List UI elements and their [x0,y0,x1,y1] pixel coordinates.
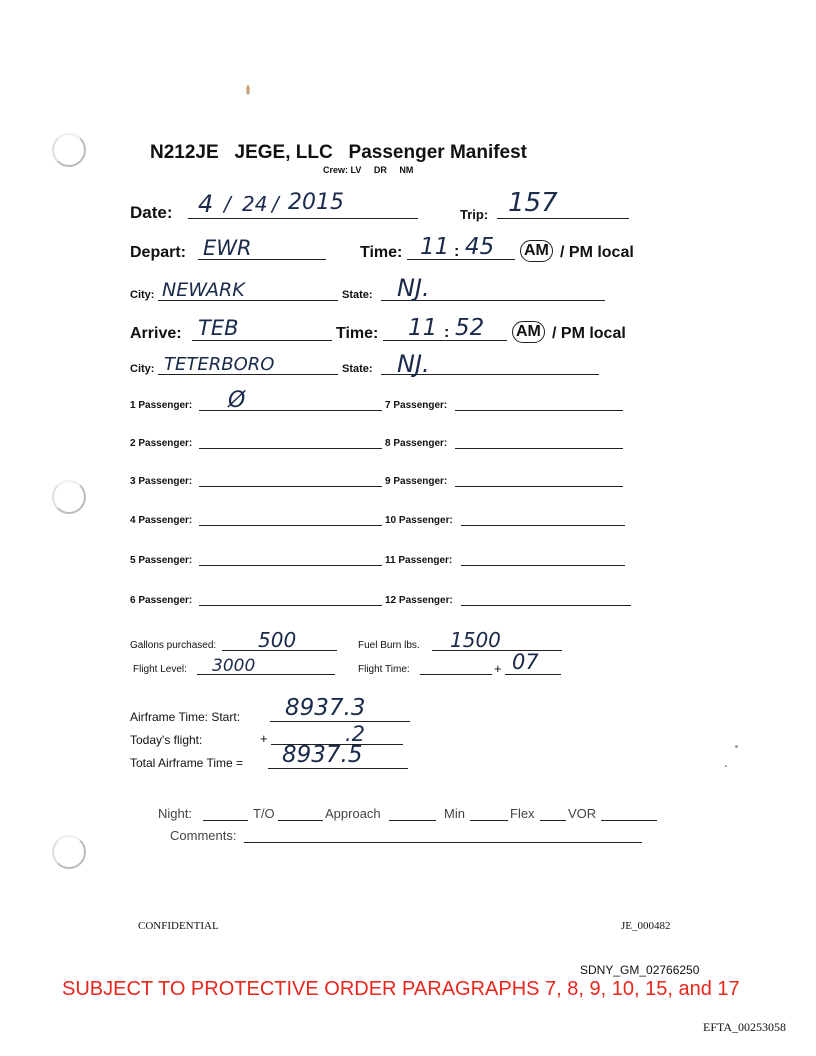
trip-line [497,218,629,219]
flight-time-line [420,674,492,675]
crew-member: DR [373,165,387,175]
approach-line [389,820,436,821]
passenger-line [199,448,382,449]
punch-hole-top [52,133,86,167]
todays-flight-plus: + [260,731,268,746]
comments-label: Comments: [170,828,237,843]
passenger-label: 3 Passenger: [130,476,193,487]
vor-line [601,820,657,821]
tail-number: N212JE [150,142,219,163]
airframe-start-line [270,721,410,722]
min-label: Min [444,806,465,821]
to-line [278,820,323,821]
depart-city: NEWARK [162,279,245,301]
passenger-line [461,525,625,526]
flight-level-label: Flight Level: [133,664,187,675]
passenger-line [455,486,623,487]
trip-label: Trip: [460,207,489,222]
manifest-header [150,142,527,164]
passenger-label: 5 Passenger: [130,555,193,566]
efta-number: EFTA_00253058 [703,1020,787,1034]
passenger-label: 6 Passenger: [130,595,193,606]
passenger-label: 2 Passenger: [130,438,193,449]
total-airframe-line [268,768,408,769]
arrive-city-label: City: [130,363,155,375]
gallons-value: 500 [258,628,297,652]
passenger-line [199,565,382,566]
passenger-line [199,410,382,411]
flex-line [540,820,566,821]
arrive-city: TETERBORO [164,354,275,375]
depart-minute: 45 [465,234,495,260]
vor-label: VOR [568,806,597,821]
depart-time-label: Time: [360,244,403,261]
passenger-label: 8 Passenger: [385,438,448,449]
arrive-pm-local: / PM local [552,325,626,342]
protective-order-notice: SUBJECT TO PROTECTIVE ORDER PARAGRAPHS 7, 8, 9, 10, 15, and 17 [62,978,740,1000]
passenger-label: 12 Passenger: [385,595,453,606]
punch-hole-middle [52,480,86,514]
night-label: Night: [158,806,192,821]
depart-state-label: State: [342,289,373,301]
flight-time-line [505,674,561,675]
passenger-line [461,605,631,606]
approach-label: Approach [325,806,381,821]
passenger-label: 1 Passenger: [130,400,193,411]
depart-state: NJ. [397,274,430,302]
flight-time-plus: + [494,661,502,676]
time-colon: : [454,243,460,260]
total-airframe-value: 8937.5 [282,742,363,768]
sdny-number: SDNY_GM_02766250 [580,963,700,977]
depart-am: AM [520,240,553,262]
passenger-line [455,410,623,411]
passenger-line [199,486,382,487]
date-year: 2015 [288,190,344,215]
depart-city-label: City: [130,289,155,301]
passenger-line [199,605,382,606]
speck [725,765,727,767]
crew-line [323,165,413,175]
speck [735,745,738,748]
passenger-label: 11 Passenger: [385,555,453,566]
airframe-start-value: 8937.3 [285,695,366,721]
passenger-label: 7 Passenger: [385,400,448,411]
depart-pm-local: / PM local [560,244,634,261]
todays-flight-value: .2 [345,722,366,746]
passenger-line [461,565,625,566]
punch-hole-bottom [52,835,86,869]
min-line [470,820,508,821]
arrive-label: Arrive: [130,325,182,342]
arrive-state: NJ. [397,350,430,378]
arrive-hour: 11 [408,315,438,341]
trip-value: 157 [508,188,558,218]
crew-member: NM [399,165,414,175]
todays-flight-label: Today's flight: [130,733,203,747]
time-colon: : [444,324,450,341]
night-line [203,820,248,821]
flight-time-value: 07 [512,650,539,674]
crew-label: Crew: [323,165,349,175]
total-airframe-label: Total Airframe Time = [130,756,244,770]
date-day: 24 [242,192,268,216]
comments-line [244,842,642,843]
confidential-label: CONFIDENTIAL [138,920,219,932]
date-line [188,218,418,219]
bates-number: JE_000482 [621,920,671,932]
passenger-value: Ø [228,388,246,413]
flex-label: Flex [510,806,535,821]
passenger-label: 9 Passenger: [385,476,448,487]
depart-label: Depart: [130,244,187,261]
speck [246,85,250,95]
page-title: Passenger Manifest [348,142,528,163]
arrive-am: AM [512,321,545,343]
airframe-start-label: Airframe Time: Start: [130,710,241,724]
flight-level-value: 3000 [212,656,256,676]
flight-time-label: Flight Time: [358,664,410,675]
arrive-minute: 52 [455,315,485,341]
date-month: 4 [198,190,214,218]
passenger-line [455,448,623,449]
date-sep: / [272,192,279,216]
to-label: T/O [253,806,275,821]
arrive-line [192,340,332,341]
arrive-time-label: Time: [336,325,379,342]
gallons-label: Gallons purchased: [130,640,217,651]
arrive-state-label: State: [342,363,373,375]
date-label: Date: [130,203,173,222]
fuel-burn-label: Fuel Burn lbs. [358,640,420,651]
depart-airport: EWR [203,236,252,260]
passenger-label: 4 Passenger: [130,515,193,526]
depart-hour: 11 [420,234,450,260]
company-name: JEGE, LLC [234,142,333,163]
arrive-airport: TEB [198,316,239,340]
passenger-line [199,525,382,526]
fuel-burn-value: 1500 [450,628,501,652]
crew-member: LV [350,165,362,175]
date-sep: / [224,192,231,216]
passenger-label: 10 Passenger: [385,515,453,526]
